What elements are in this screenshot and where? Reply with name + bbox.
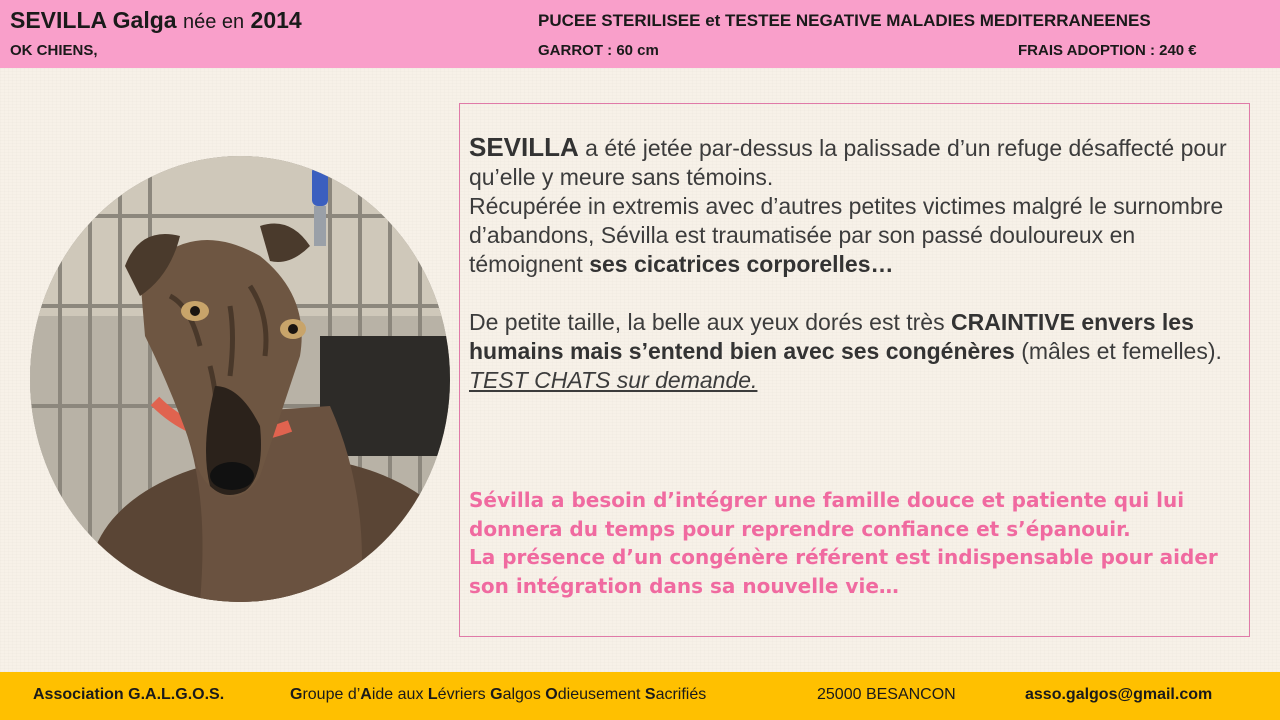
scars-highlight: ses cicatrices corporelles… <box>589 251 894 277</box>
ok-dogs-label: OK CHIENS, <box>10 42 98 59</box>
family-needs-text <box>469 486 1249 600</box>
association-full-name: Groupe d’Aide aux Lévriers Galgos Odieusement Sacrifiés <box>290 686 707 703</box>
association-city: 25000 BESANCON <box>817 686 956 703</box>
companion-needs-paragraph: La présence d’un congénère référent est indispensable pour aider son intégration dans sa nouvelle vie… <box>469 545 1218 598</box>
footer-bar <box>0 672 1280 720</box>
story-paragraph-intro: SEVILLA a été jetée par-dessus la palissade d’un refuge désaffecté pour qu’elle y meure sans témoins. <box>469 132 1227 190</box>
test-chats-note: TEST CHATS sur demande. <box>469 367 758 393</box>
header-bar <box>0 0 1280 68</box>
contact-email-link[interactable]: asso.galgos@gmail.com <box>1025 686 1213 703</box>
health-status: PUCEE STERILISEE et TESTEE NEGATIVE MALADIES MEDITERRANEENES <box>538 11 1151 30</box>
dog-illustration <box>30 156 450 602</box>
association-name: Association G.A.L.G.O.S. <box>33 686 225 703</box>
fearful-highlight: CRAINTIVE envers les humains mais s’entend bien avec ses congénères <box>469 309 1194 364</box>
height-label: GARROT : 60 cm <box>538 42 659 59</box>
dog-photo <box>30 156 450 602</box>
adoption-fee: FRAIS ADOPTION : 240 € <box>1018 42 1197 59</box>
dog-name-title: SEVILLA Galga née en 2014 <box>10 7 302 33</box>
family-needs-paragraph: Sévilla a besoin d’intégrer une famille douce et patiente qui lui donnera du temps pour reprendre confiance et s’épanouir. <box>469 488 1185 541</box>
story-text <box>469 133 1249 395</box>
story-paragraph-rescue: Récupérée in extremis avec d’autres petites victimes malgré le surnombre d’abandons, Sévilla est traumatisée par son passé douloureux en témoignent ses cicatrices corporelles… <box>469 193 1224 277</box>
story-paragraph-temperament: De petite taille, la belle aux yeux dorés est très CRAINTIVE envers les humains mais s’entend bien avec ses congénères (mâles et femelles). <box>469 309 1222 364</box>
story-dog-name: SEVILLA <box>469 132 579 162</box>
